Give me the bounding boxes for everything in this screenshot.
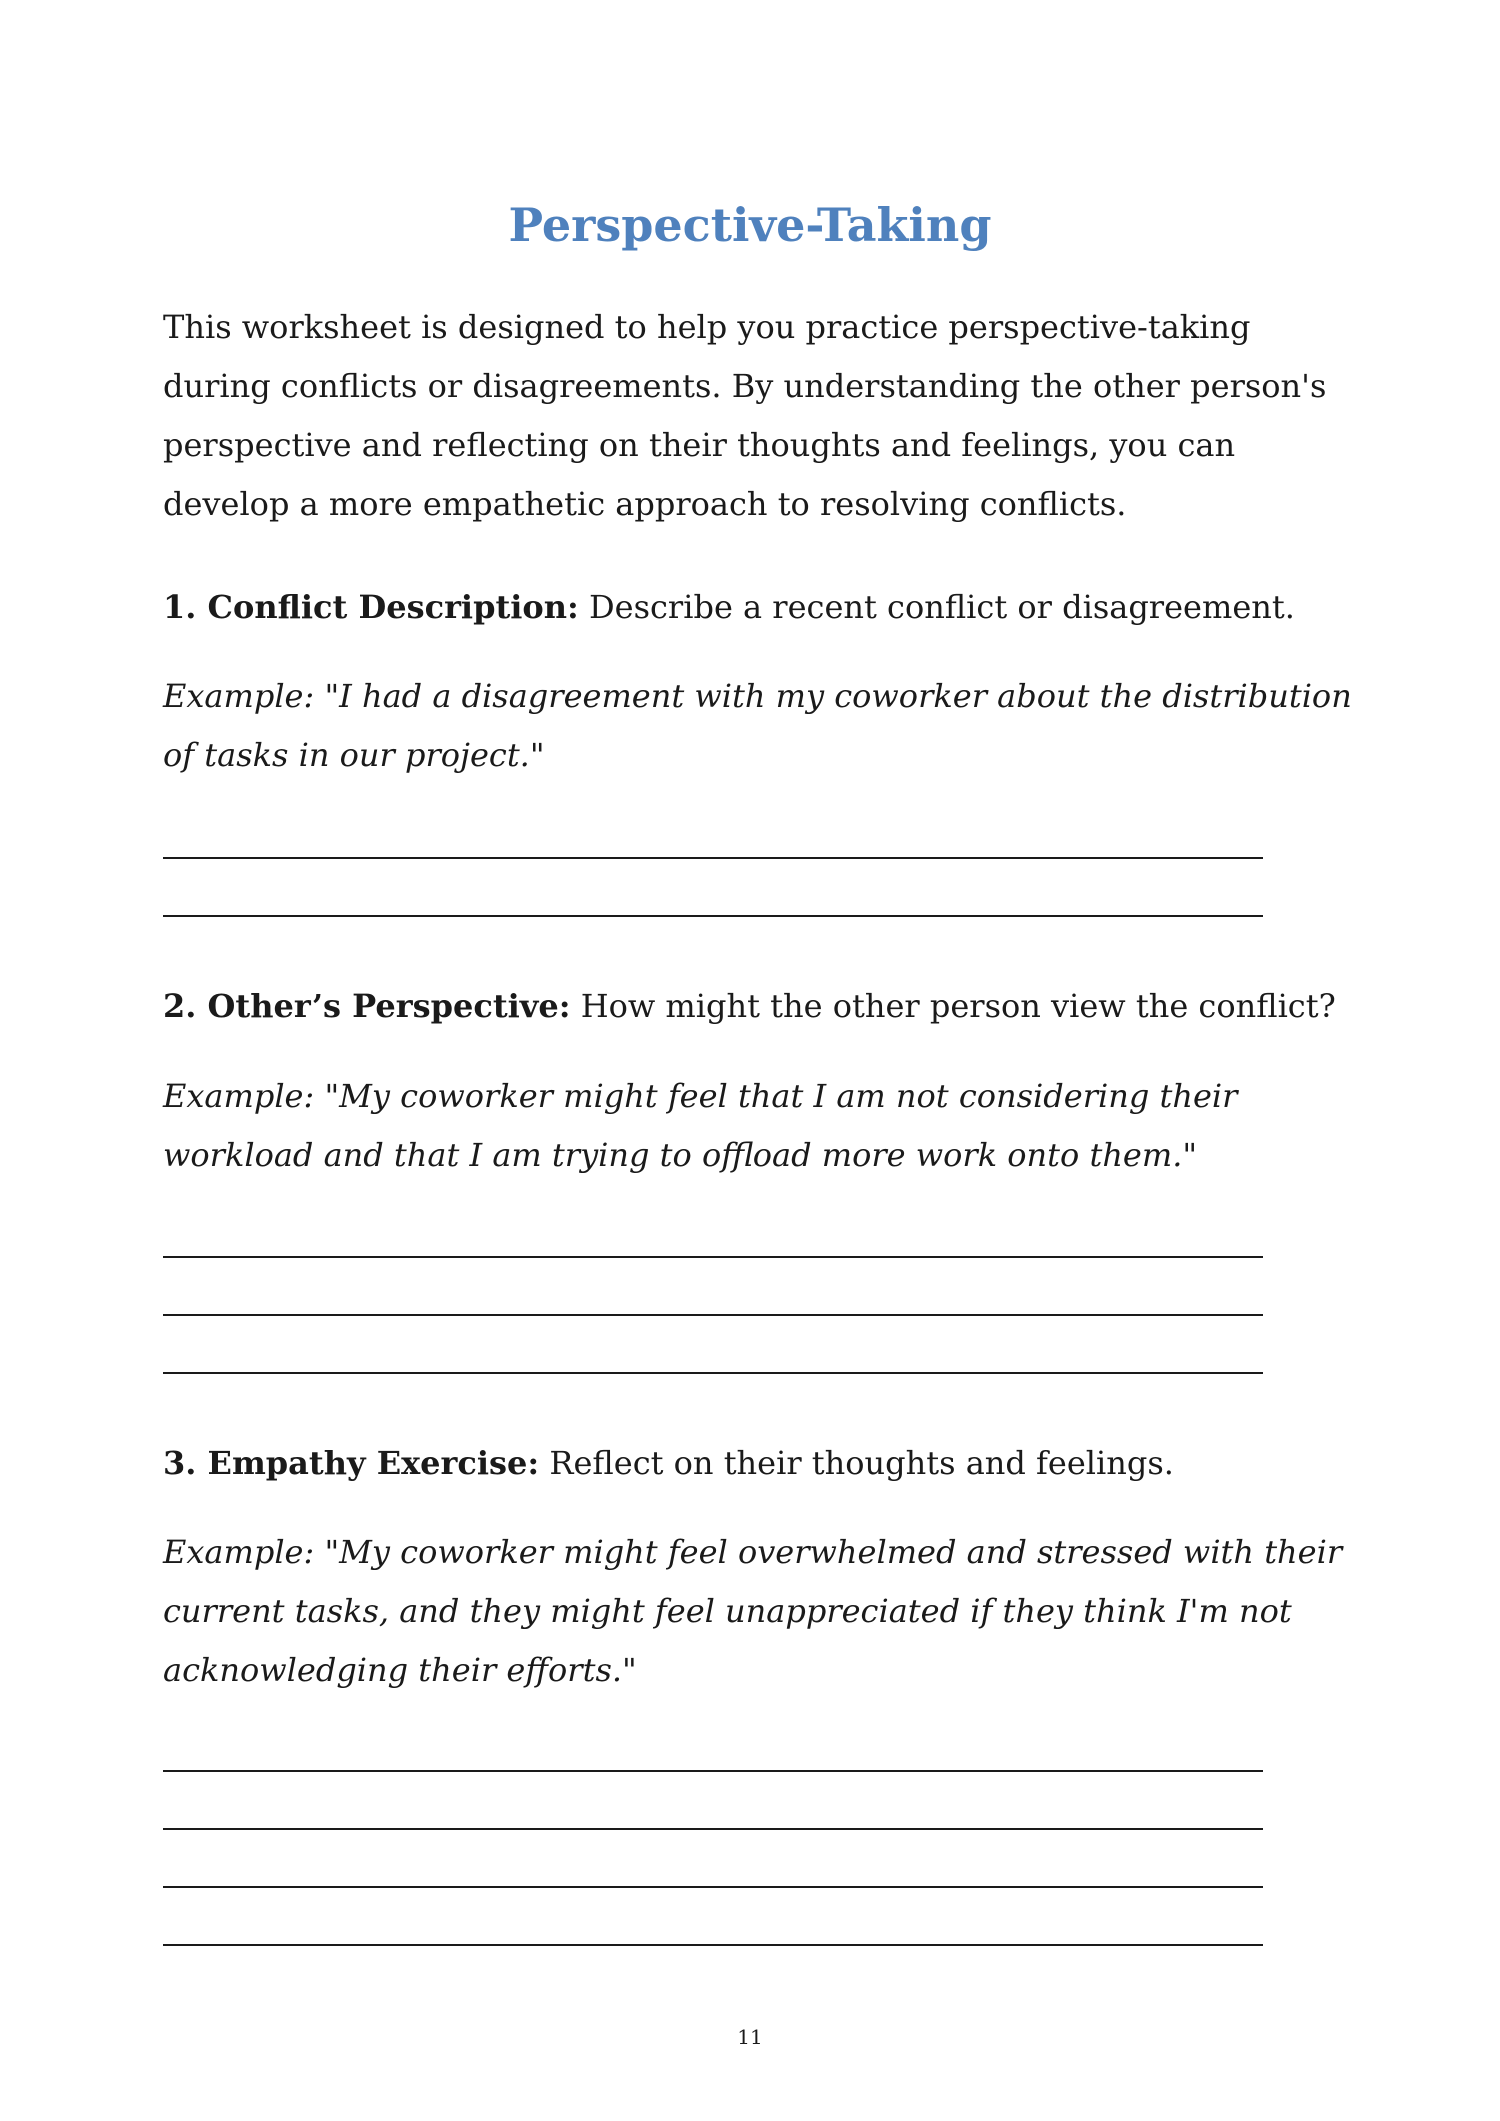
question-3-title: 3. Empathy Exercise: [163, 1444, 540, 1482]
page-number: 11 [737, 2025, 763, 2049]
question-3 [163, 1434, 1353, 1493]
question-2-example: Example: "My coworker might feel that I am not considering their workload and that I am trying to offload more work onto them." [163, 1077, 1238, 1174]
question-2-prompt: How might the other person view the conflict? [570, 987, 1336, 1025]
question-1-prompt: Describe a recent conflict or disagreement. [578, 588, 1295, 626]
question-3-prompt: Reflect on their thoughts and feelings. [539, 1444, 1174, 1482]
answer-line[interactable] [163, 1944, 1263, 1946]
answer-line[interactable] [163, 915, 1263, 917]
question-3-example: Example: "My coworker might feel overwhelmed and stressed with their current tasks, and they might feel unappreciated if they think I'm not acknowledging their efforts." [163, 1533, 1343, 1689]
answer-line[interactable] [163, 1770, 1263, 1772]
question-2-title: 2. Other’s Perspective: [163, 987, 571, 1025]
answer-line[interactable] [163, 1828, 1263, 1830]
page-title: Perspective-Taking [508, 198, 992, 252]
question-1 [163, 578, 1353, 637]
answer-line[interactable] [163, 1372, 1263, 1374]
question-2 [163, 977, 1353, 1036]
answer-line[interactable] [163, 857, 1263, 859]
answer-line[interactable] [163, 1256, 1263, 1258]
answer-line[interactable] [163, 1314, 1263, 1316]
intro-paragraph: This worksheet is designed to help you practice perspective-taking during conflicts or disagreements. By understanding the other person's perspective and reflecting on their thoughts and feelings, you can develop a more empathetic approach to resolving conflicts. [163, 308, 1327, 523]
answer-line[interactable] [163, 1886, 1263, 1888]
question-1-title: 1. Conflict Description: [163, 588, 579, 626]
question-1-example: Example: "I had a disagreement with my coworker about the distribution of tasks in our project." [163, 677, 1352, 774]
